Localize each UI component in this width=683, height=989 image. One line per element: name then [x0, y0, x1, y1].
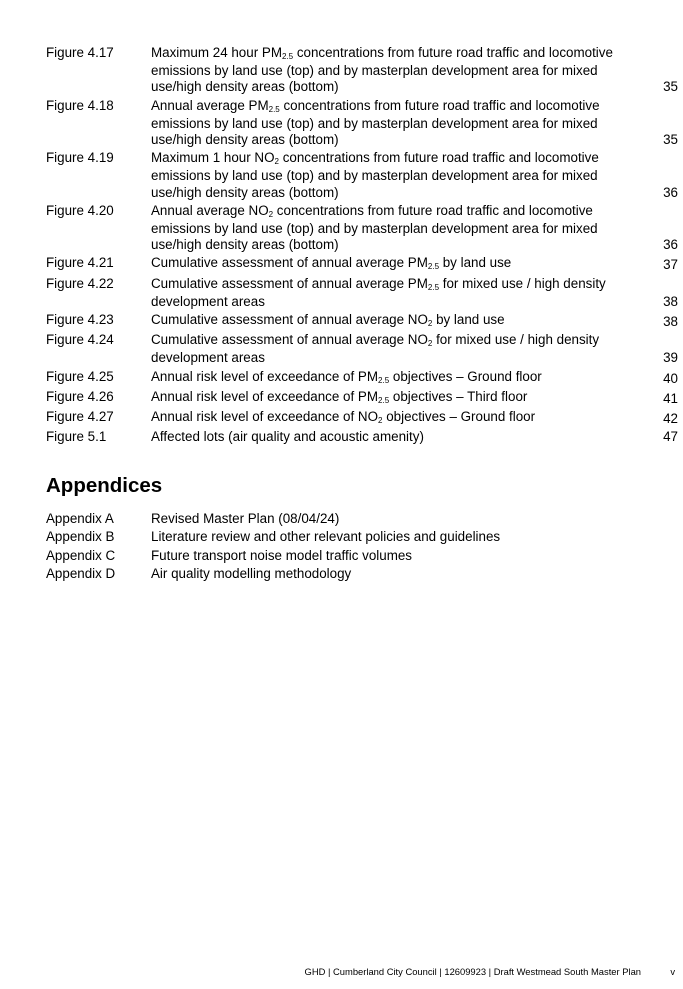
subscript: 2: [427, 319, 433, 329]
figure-entry[interactable]: [46, 98, 678, 149]
figure-title: Maximum 1 hour $NO_2$ concentrations from future road traffic and locomotive emissions by land use (top) and by masterplan development area for mixed use/high density areas (bottom): [151, 150, 599, 200]
appendix-label: Appendix B: [46, 529, 115, 545]
figure-title: Annual average $NO_2$ concentrations from future road traffic and locomotive emissions by land use (top) and by masterplan development area for mixed use/high density areas (bottom): [151, 202, 598, 253]
figure-entry[interactable]: [46, 369, 678, 387]
figure-page-number: 36: [663, 237, 678, 253]
appendix-entry[interactable]: [46, 511, 678, 527]
figure-page-number: 37: [663, 257, 678, 273]
subscript: 2.5: [427, 262, 440, 272]
figure-entry[interactable]: [46, 255, 678, 273]
figure-title: Cumulative assessment of annual average $PM_{2.5}$ for mixed use / high density development areas: [151, 275, 606, 309]
subscript: 2.5: [378, 395, 390, 405]
appendix-label: Appendix A: [46, 511, 114, 526]
figure-title: Cumulative assessment of annual average $NO_2$ for mixed use / high density development areas: [151, 332, 600, 366]
figure-label: Figure 4.17: [46, 45, 114, 60]
figure-entry[interactable]: [46, 409, 678, 427]
subscript: 2: [378, 416, 383, 426]
appendix-title: Literature review and other relevant policies and guidelines: [151, 529, 501, 545]
figure-label: Figure 4.20: [46, 202, 114, 218]
figure-page-number: 41: [663, 390, 678, 406]
figure-label: Figure 4.18: [46, 97, 114, 113]
figure-entry[interactable]: [46, 312, 678, 330]
figure-title: Annual risk level of exceedance of $PM_{2.5}$ objectives – Third floor: [151, 388, 528, 405]
figure-entry[interactable]: [46, 150, 678, 201]
figure-page-number: 35: [663, 132, 678, 148]
subscript: 2: [427, 339, 433, 349]
figure-title: Annual average $PM_{2.5}$ concentrations from future road traffic and locomotive emissions by land use (top) and by masterplan development area for mixed use/high density areas (bottom): [151, 97, 600, 148]
appendices-list: [46, 511, 678, 585]
figure-label: Figure 4.25: [46, 368, 114, 384]
appendix-label: Appendix D: [46, 566, 116, 582]
figure-label: Figure 4.22: [46, 275, 114, 291]
figure-entry[interactable]: [46, 389, 678, 407]
subscript: 2: [274, 157, 279, 167]
figure-label: Figure 4.24: [46, 332, 114, 348]
appendix-entry[interactable]: [46, 529, 678, 545]
subscript: 2.5: [281, 52, 294, 61]
figure-entry[interactable]: [46, 276, 678, 310]
figure-page-number: 36: [663, 184, 678, 200]
appendices-heading: Appendices: [46, 474, 163, 497]
figure-page-number: 42: [663, 411, 678, 427]
figure-title: Cumulative assessment of annual average $PM_{2.5}$ by land use: [151, 255, 512, 272]
figure-page-number: 35: [663, 79, 678, 95]
subscript: 2: [268, 209, 274, 219]
figure-page-number: 39: [663, 350, 678, 366]
figure-title: Annual risk level of exceedance of $NO_2$ objectives – Ground floor: [151, 409, 536, 426]
figure-page-number: 38: [663, 293, 678, 309]
figure-entry[interactable]: [46, 45, 678, 96]
figure-entry[interactable]: [46, 332, 678, 366]
figure-title: Maximum 24 hour $PM_{2.5}$ concentrations from future road traffic and locomotive emissions by land use (top) and by masterplan development area for mixed use/high density areas (bottom): [151, 45, 613, 95]
figure-page-number: 40: [663, 370, 678, 386]
figure-title: Cumulative assessment of annual average $NO_2$ by land use: [151, 312, 505, 329]
subscript: 2.5: [378, 375, 390, 385]
figure-entry[interactable]: [46, 429, 678, 445]
figure-label: Figure 4.23: [46, 312, 114, 328]
appendix-entry[interactable]: [46, 548, 678, 564]
subscript: 2.5: [427, 282, 440, 292]
appendix-label: Appendix C: [46, 547, 116, 563]
figure-label: Figure 5.1: [46, 429, 107, 445]
figure-label: Figure 4.21: [46, 255, 114, 271]
subscript: 2.5: [268, 104, 280, 114]
figure-page-number: 47: [663, 429, 678, 445]
footer-page-number: v: [670, 966, 675, 977]
appendix-title: Air quality modelling methodology: [151, 566, 352, 582]
appendix-title: Future transport noise model traffic volumes: [151, 547, 412, 563]
figure-label: Figure 4.27: [46, 409, 114, 425]
figure-page-number: 38: [663, 314, 678, 330]
figure-label: Figure 4.19: [46, 150, 114, 166]
appendix-entry[interactable]: [46, 566, 678, 582]
list-of-figures: [46, 45, 678, 447]
figure-title: Annual risk level of exceedance of $PM_{2.5}$ objectives – Ground floor: [151, 368, 542, 385]
figure-entry[interactable]: [46, 203, 678, 254]
appendix-title: Revised Master Plan (08/04/24): [151, 511, 340, 526]
figure-label: Figure 4.26: [46, 388, 114, 404]
footer-text: GHD | Cumberland City Council | 12609923 | Draft Westmead South Master Plan: [304, 966, 641, 977]
figure-title: Affected lots (air quality and acoustic amenity): [151, 429, 424, 445]
